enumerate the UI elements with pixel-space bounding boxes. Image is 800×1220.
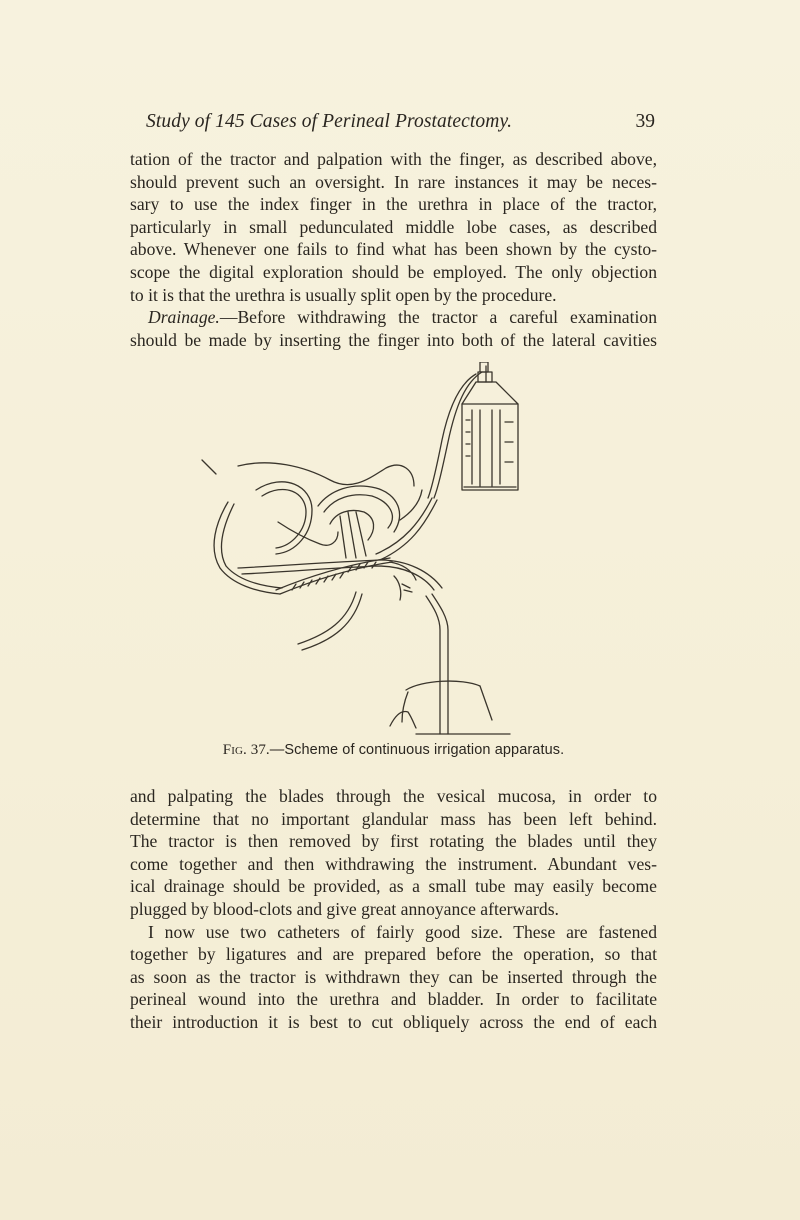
text-line: tation of the tractor and palpation with the finger, as described above, — [130, 149, 657, 169]
text-line: plugged by blood-clots and give great annoyance afterwards. — [130, 898, 559, 919]
outflow-tube — [426, 594, 448, 734]
text-line: their introduction it is best to cut obliquely across the end of each — [130, 1011, 657, 1032]
body-text-bottom — [130, 785, 657, 1034]
drainage-lead-word: Drainage. — [148, 307, 220, 328]
text-line: particularly in small pedunculated middle lobe cases, as described — [130, 216, 657, 237]
text-line: ical drainage should be provided, as a small tube may easily become — [130, 876, 657, 897]
inflow-tube — [298, 592, 362, 650]
text-line: The tractor is then removed by first rotating the blades until they — [130, 831, 657, 852]
running-head — [130, 111, 655, 141]
text-line: should be made by inserting the finger into both of the lateral cavities — [130, 329, 657, 350]
irrigation-apparatus-illustration — [180, 362, 600, 744]
drainage-paragraph-first-line — [130, 306, 657, 329]
figure-caption-text: —Scheme of continuous irrigation apparatus. — [269, 742, 565, 758]
irrigation-bottle — [462, 362, 518, 490]
catheter-loops — [202, 460, 422, 594]
text-line: I now use two catheters of fairly good size. These are fastened — [148, 921, 657, 942]
figure-caption — [130, 741, 657, 759]
text-line: sary to use the index finger in the urethra in place of the tractor, — [130, 194, 657, 215]
text-line: come together and then withdrawing the instrument. Abundant ves- — [130, 853, 657, 874]
text-line: should prevent such an oversight. In rare instances it may be neces- — [130, 171, 657, 192]
drainage-line-rest: —Before withdrawing the tractor a careful examination — [219, 307, 657, 328]
text-line: and palpating the blades through the vesical mucosa, in order to — [130, 786, 657, 806]
text-line: together by ligatures and are prepared before the operation, so that — [130, 944, 657, 965]
text-line: to it is that the urethra is usually split open by the procedure. — [130, 284, 557, 305]
text-line: as soon as the tractor is withdrawn they can be inserted through the — [130, 966, 657, 987]
running-title: Study of 145 Cases of Perineal Prostatectomy. — [146, 111, 513, 132]
body-text-top — [130, 148, 657, 351]
page-number: 39 — [635, 111, 655, 132]
text-line: scope the digital exploration should be employed. The only objection — [130, 261, 657, 282]
text-line: above. Whenever one fails to find what has been shown by the cysto- — [130, 239, 657, 260]
irrigation-apparatus-figure — [180, 362, 600, 744]
text-line: perineal wound into the urethra and bladder. In order to facilitate — [130, 989, 657, 1010]
shaded-catheters — [238, 558, 442, 600]
figure-label: Fig. 37. — [222, 742, 270, 758]
text-line: determine that no important glandular mass has been left behind. — [130, 808, 657, 829]
receiving-vessel — [390, 681, 510, 734]
